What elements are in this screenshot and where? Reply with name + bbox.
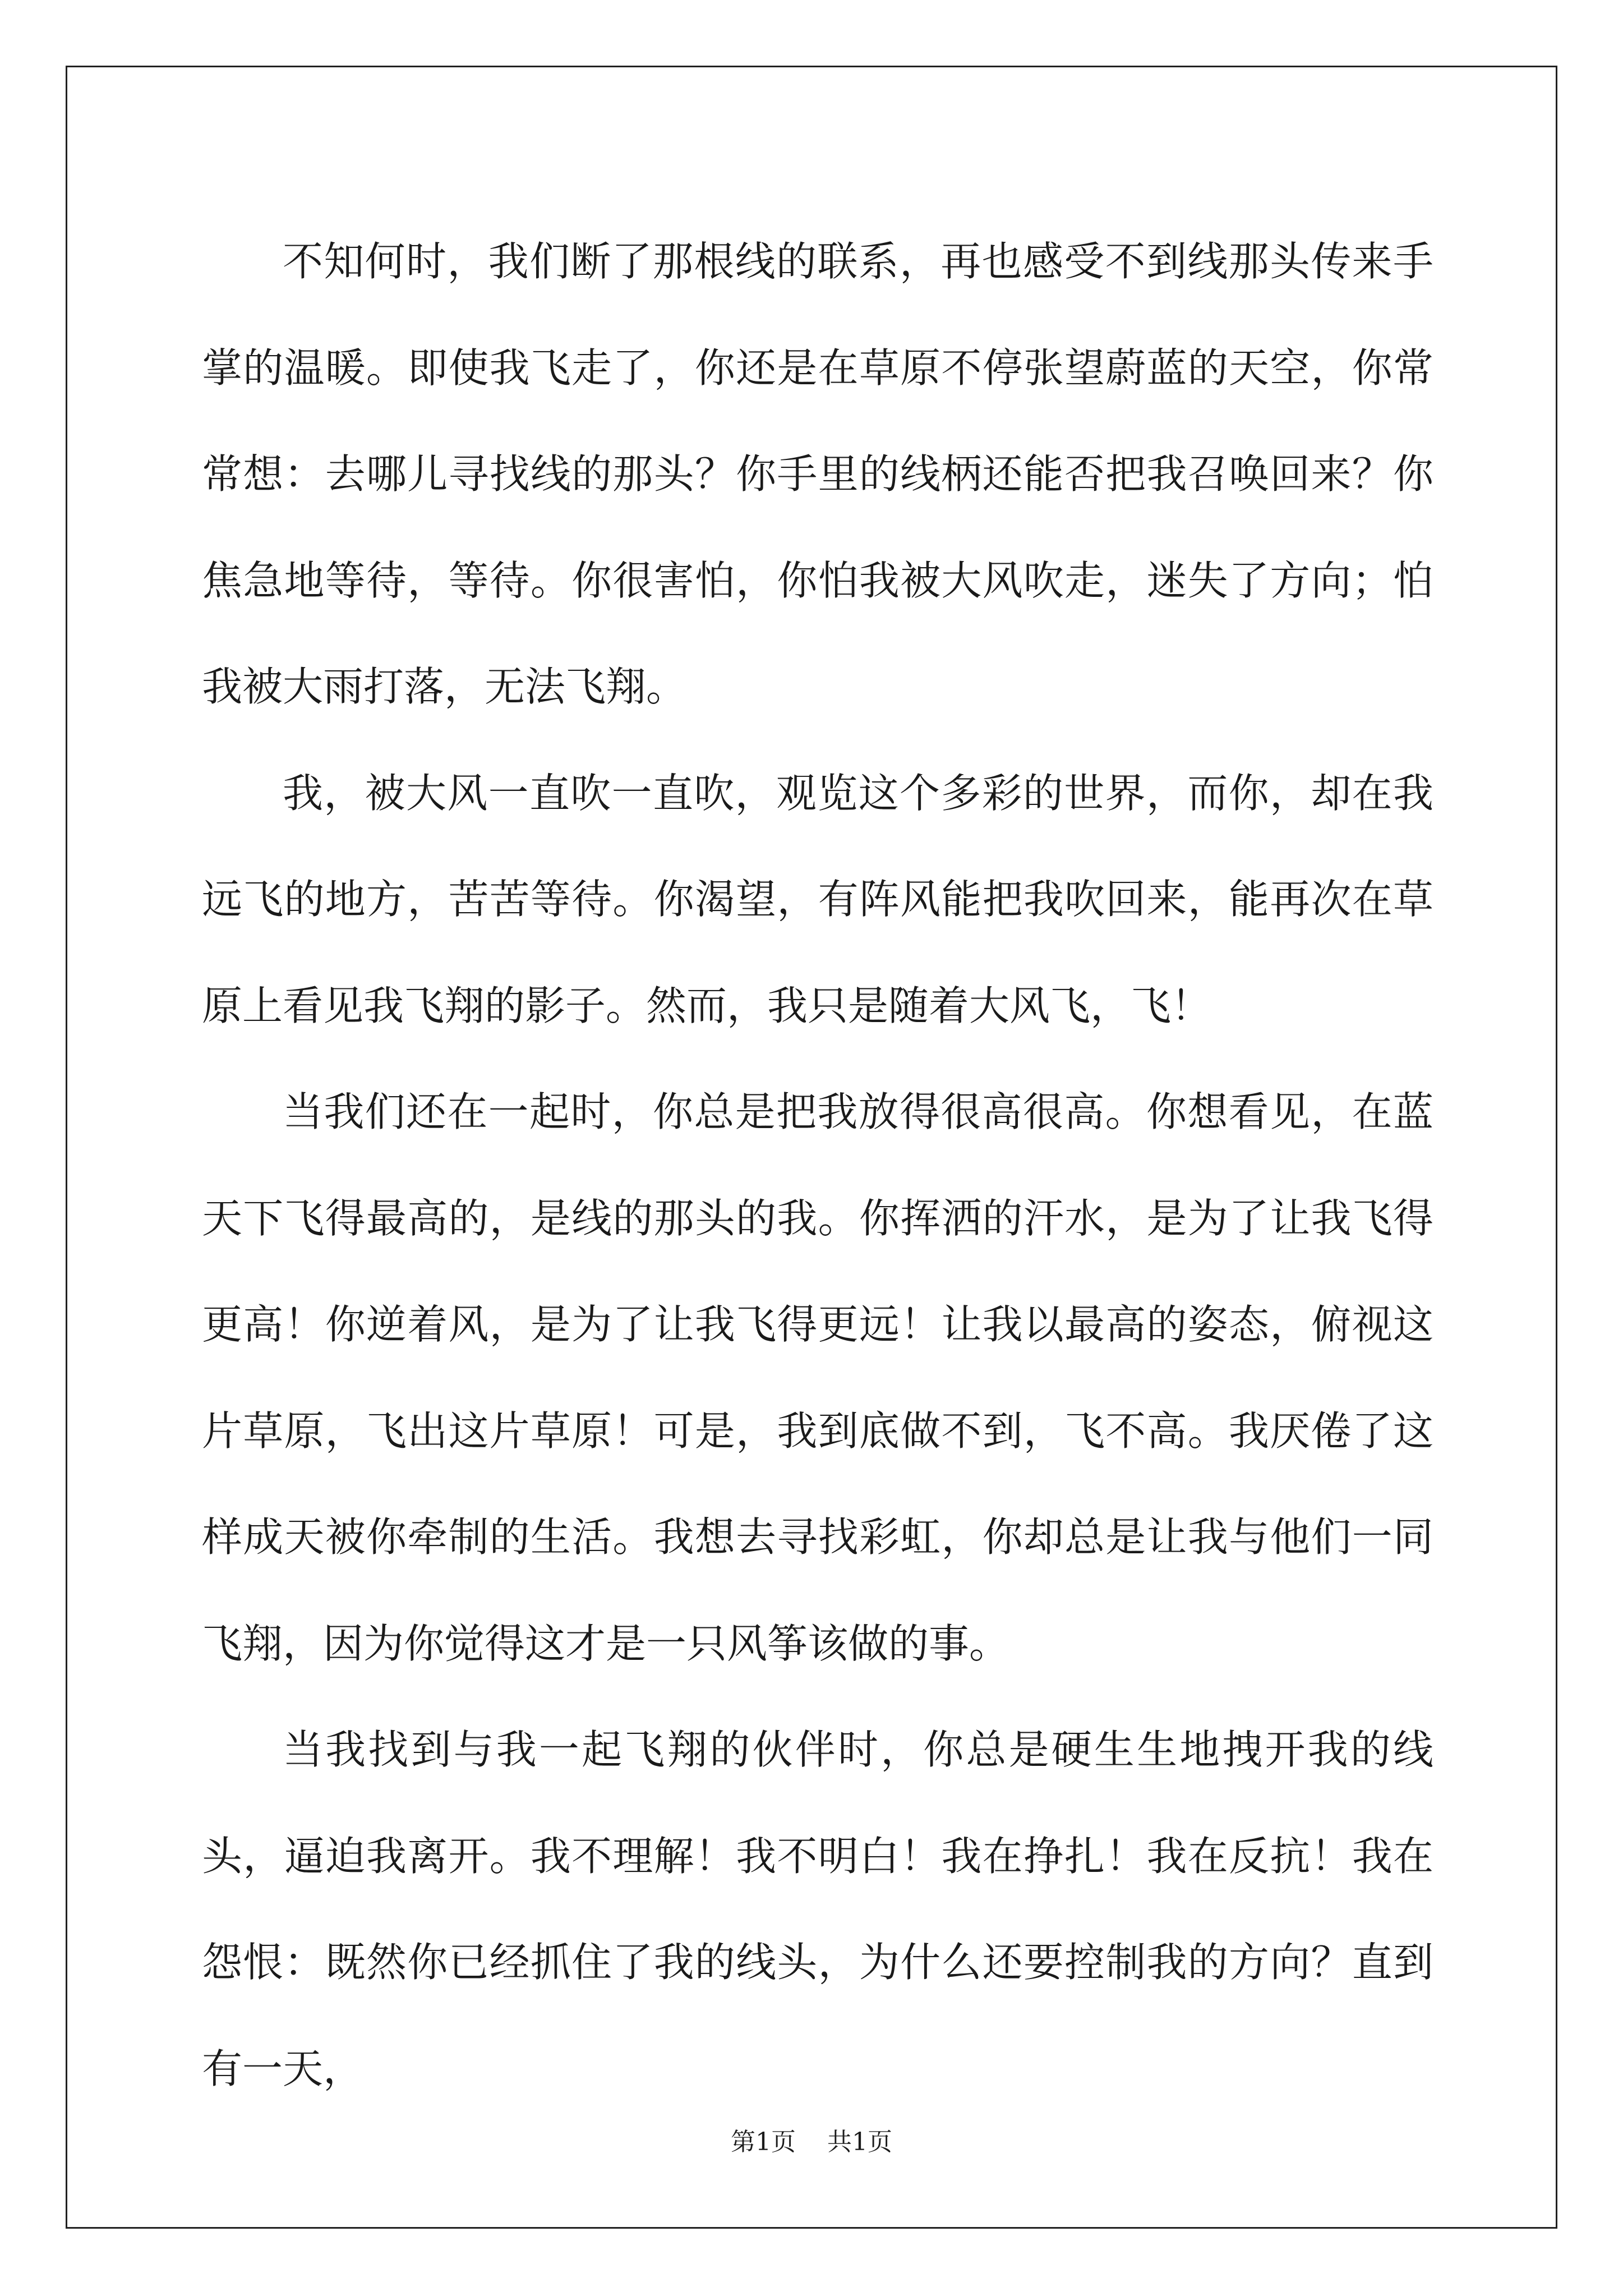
- page-number: 第1页: [731, 2128, 796, 2156]
- paragraph-2: 我，被大风一直吹一直吹，观览这个多彩的世界，而你，却在我远飞的地方，苦苦等待。你渴望，有阵风能把我吹回来，能再次在草原上看见我飞翔的影子。然而，我只是随着大风飞，飞！: [202, 769, 1433, 1029]
- paragraph-4: 当我找到与我一起飞翔的伙伴时，你总是硬生生地拽开我的线头，逼迫我离开。我不理解！我不明白！我在挣扎！我在反抗！我在怨恨：既然你已经抓住了我的线头，为什么还要控制我的方向？直到有一天，: [202, 1726, 1433, 2092]
- page-footer: [0, 2122, 1623, 2157]
- paragraph-3: 当我们还在一起时，你总是把我放得很高很高。你想看见，在蓝天下飞得最高的，是线的那头的我。你挥洒的汗水，是为了让我飞得更高！你逆着风，是为了让我飞得更远！让我以最高的姿态，俯视这片草原，飞出这片草原！可是，我到底做不到，飞不高。我厌倦了这样成天被你牵制的生活。我想去寻找彩虹，你却总是让我与他们一同飞翔，因为你觉得这才是一只风筝该做的事。: [202, 1088, 1433, 1667]
- document-body: [202, 209, 1433, 2122]
- page-total: 共1页: [827, 2128, 892, 2156]
- paragraph-1: 不知何时，我们断了那根线的联系，再也感受不到线那头传来手掌的温暖。即使我飞走了，你还是在草原不停张望蔚蓝的天空，你常常想：去哪儿寻找线的那头？你手里的线柄还能否把我召唤回来？你焦急地等待，等待。你很害怕，你怕我被大风吹走，迷失了方向；怕我被大雨打落，无法飞翔。: [202, 238, 1433, 710]
